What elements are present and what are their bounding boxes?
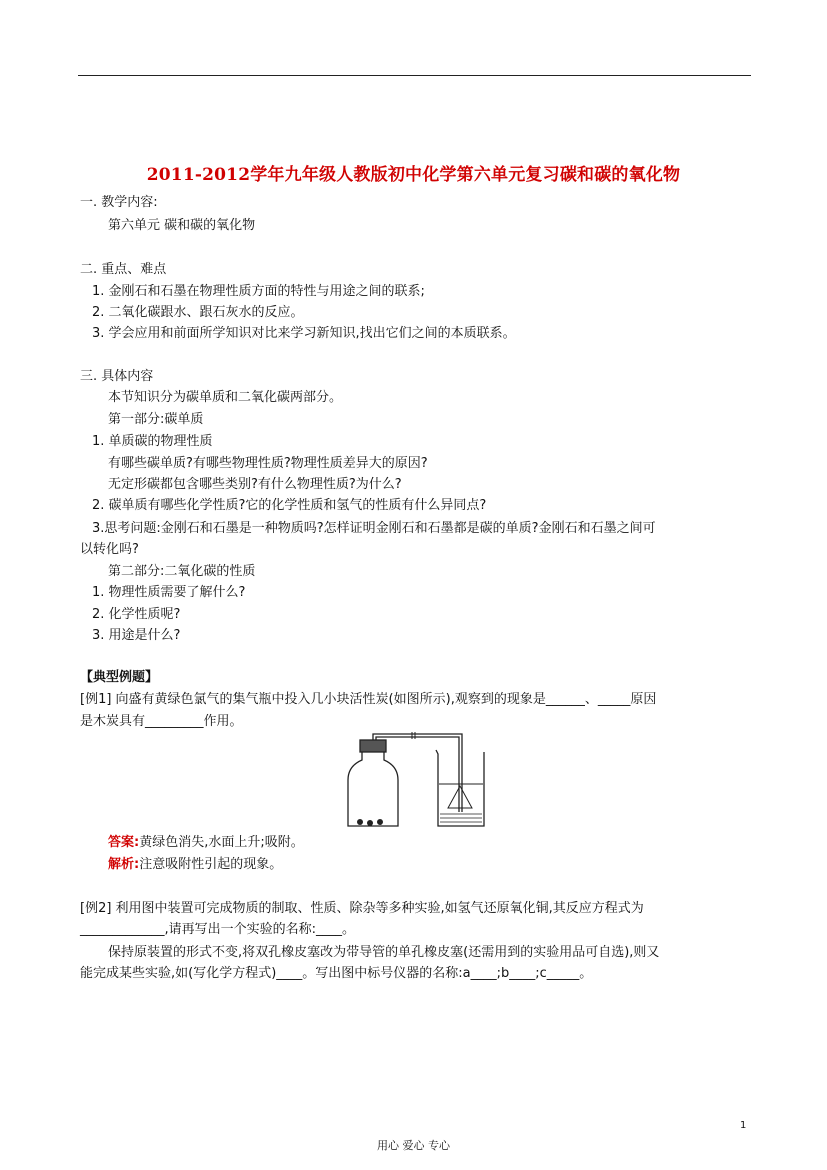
example2-text: [例2] 利用图中装置可完成物质的制取、性质、除杂等多种实验,如氢气还原氧化铜,其反应方程式为	[80, 901, 644, 916]
document-title: 2011-2012学年九年级人教版初中化学第六单元复习碳和碳的氧化物	[146, 165, 681, 185]
part1-question: 3.思考问题:金刚石和石墨是一种物质吗?怎样证明金刚石和石墨都是碳的单质?金刚石和石墨之间可	[92, 521, 656, 536]
analysis-text: 注意吸附性引起的现象。	[139, 857, 283, 872]
section1-heading: 一. 教学内容:	[80, 195, 158, 210]
example2-text: 保持原装置的形式不变,将双孔橡皮塞改为带导管的单孔橡皮塞(还需用到的实验用品可自选),则又	[108, 945, 660, 960]
part2-question: 3. 用途是什么?	[92, 628, 181, 643]
part1-question: 2. 碳单质有哪些化学性质?它的化学性质和氢气的性质有什么异同点?	[92, 498, 487, 513]
answer-line	[108, 835, 304, 851]
gas-jar-apparatus-figure	[340, 730, 490, 832]
section1-content: 第六单元 碳和碳的氧化物	[108, 218, 256, 233]
part1-question-continued: 以转化吗?	[80, 542, 139, 557]
answer-label: 答案:	[108, 835, 140, 850]
section2-heading: 二. 重点、难点	[80, 262, 167, 277]
example1-text: 是木炭具有_________作用。	[80, 714, 243, 729]
section3-heading: 三. 具体内容	[80, 369, 154, 384]
example1-text: [例1] 向盛有黄绿色氯气的集气瓶中投入几小块活性炭(如图所示),观察到的现象是______、_____原因	[80, 692, 657, 707]
section3-intro: 本节知识分为碳单质和二氧化碳两部分。	[108, 390, 343, 405]
analysis-label: 解析:	[108, 857, 140, 872]
part1-heading: 第一部分:碳单质	[108, 412, 204, 427]
example2-text: 能完成某些实验,如(写化学方程式)____。写出图中标号仪器的名称:a____;b____;c_____。	[80, 966, 593, 981]
examples-heading: 【典型例题】	[80, 670, 159, 685]
section2-item: 1. 金刚石和石墨在物理性质方面的特性与用途之间的联系;	[92, 284, 425, 299]
part1-question: 1. 单质碳的物理性质	[92, 434, 213, 449]
footer-text: 用心 爱心 专心	[377, 1139, 450, 1152]
page-number: 1	[740, 1120, 747, 1131]
section2-item: 2. 二氧化碳跟水、跟石灰水的反应。	[92, 305, 304, 320]
header-rule	[78, 75, 751, 76]
part2-question: 1. 物理性质需要了解什么?	[92, 585, 246, 600]
answer-text: 黄绿色消失,水面上升;吸附。	[139, 835, 304, 850]
part2-heading: 第二部分:二氧化碳的性质	[108, 564, 256, 579]
section2-item: 3. 学会应用和前面所学知识对比来学习新知识,找出它们之间的本质联系。	[92, 326, 516, 341]
part2-question: 2. 化学性质呢?	[92, 607, 181, 622]
analysis-line	[108, 857, 282, 873]
example2-text: _____________,请再写出一个实验的名称:____。	[80, 922, 356, 937]
part1-subquestion: 无定形碳都包含哪些类别?有什么物理性质?为什么?	[108, 477, 402, 492]
part1-subquestion: 有哪些碳单质?有哪些物理性质?物理性质差异大的原因?	[108, 456, 428, 471]
